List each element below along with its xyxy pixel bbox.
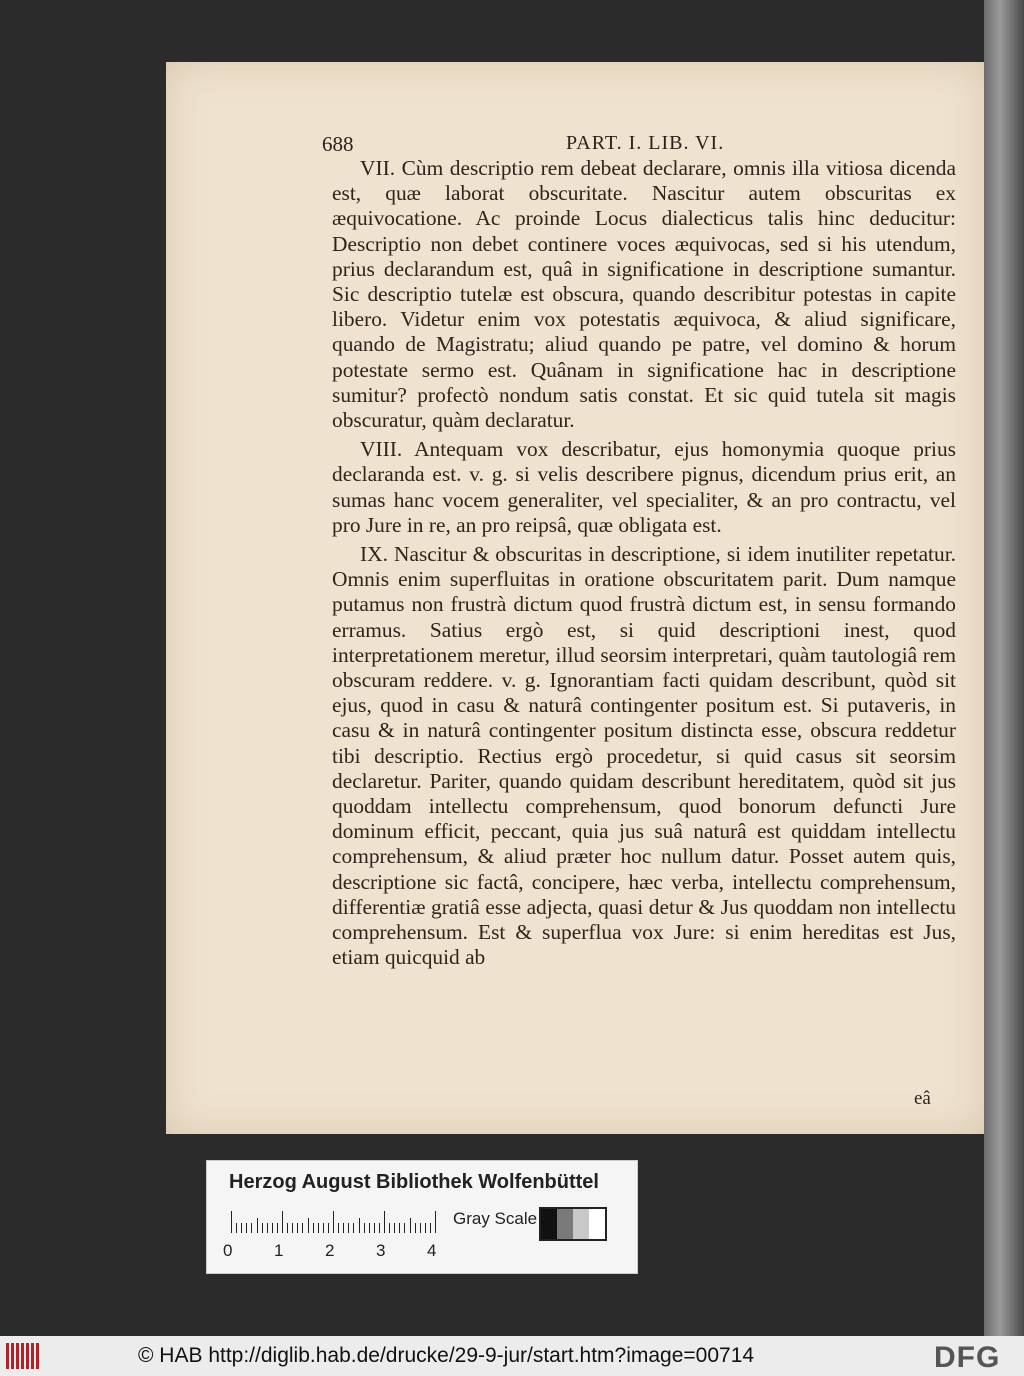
- ruler-tick: [430, 1223, 431, 1233]
- ruler-tick: [328, 1223, 329, 1233]
- paragraph-viii: VIII. Antequam vox describatur, ejus homonymia quoque prius declaranda est. v. g. si velis describere pignus, dicendum prius erit, an sumas hanc vocem generaliter, vel specialiter, & an pro contractu, vel pro Jure in re, an pro reipsâ, quæ obligata est.: [332, 437, 956, 537]
- hab-logo-bar: [11, 1343, 14, 1369]
- hab-logo-bar: [6, 1343, 9, 1369]
- gray-scale-label: Gray Scale: [453, 1209, 538, 1228]
- library-title: Herzog August Bibliothek Wolfenbüttel: [229, 1171, 599, 1193]
- gray-swatch-cell: [589, 1209, 605, 1239]
- ruler-tick: [420, 1223, 421, 1233]
- copyright-link[interactable]: © HAB http://diglib.hab.de/drucke/29-9-jur/start.htm?image=00714: [138, 1344, 755, 1367]
- paragraph-vii: VII. Cùm descriptio rem debeat declarare, omnis illa vitiosa dicenda est, quæ laborat obscuritate. Nascitur autem obscuritas ex æquivocatione. Ac proinde Locus dialecticus talis hinc deducitur: Descriptio non debet continere voces æquivocas, sed si his utendum, prius declarandum est, quâ in significatione in descriptione sumantur. Sic descriptio tutelæ est obscura, quando describitur potestas in capite libero. Videtur enim vox potestatis æquivoca, & aliud significare, quando de Magistratu; aliud quando pe patre, vel domino & horum potestate sermo est. Quânam in significatione hac in descriptione sumitur? profectò nondum satis constat. Et sic quid tutela sit magis obscuratur, quàm declaratur.: [332, 156, 956, 433]
- ruler-tick: [384, 1211, 385, 1233]
- ruler-tick: [364, 1223, 365, 1233]
- book-page: [166, 62, 984, 1134]
- gray-scale-swatch: [539, 1207, 607, 1241]
- hab-logo-bar: [21, 1343, 24, 1369]
- page-number: 688: [322, 132, 354, 156]
- ruler-tick: [359, 1218, 360, 1233]
- running-head: PART. I. LIB. VI.: [566, 132, 725, 154]
- ruler-tick: [297, 1223, 298, 1233]
- ruler-tick: [246, 1223, 247, 1233]
- ruler-tick: [410, 1218, 411, 1233]
- ruler-tick: [318, 1223, 319, 1233]
- gray-swatch-cell: [573, 1209, 589, 1239]
- ruler-tick: [399, 1223, 400, 1233]
- ruler-tick: [257, 1218, 258, 1233]
- ruler-tick: [415, 1223, 416, 1233]
- gray-swatch-cell: [557, 1209, 573, 1239]
- ruler-tick: [394, 1223, 395, 1233]
- ruler-tick: [374, 1223, 375, 1233]
- paragraph-ix: IX. Nascitur & obscuritas in descriptione, si idem inutiliter repetatur. Omnis enim superfluitas in oratione obscuritatem parit. Dum namque putamus non frustrà dictum quod frustrà dictum est, in sensu formando erramus. Satius ergò est, si quid descriptioni inest, quod interpretationem meretur, illud seorsim interpretari, quàm tautologiâ rem obscuram reddere. v. g. Ignorantiam facti quidam describunt, quòd sit ejus, quod in casu & naturâ contingenter positum est. Si putaveris, in casu & in naturâ contingenter positum distincta esse, obscura reddetur tibi descriptio. Rectius ergò procedetur, si quid casus sit seorsim declaretur. Pariter, quando quidam describunt hereditatem, quòd sit jus quoddam intellectu comprehensum, quod bonorum defuncti Jure dominum efficit, peccant, quia jus suâ naturâ est quiddam intellectu comprehensum, & aliud præter hoc nullum datur. Posset autem quis, descriptione sic factâ, concipere, hæc verba, intellectu comprehensum, differentiæ gratiâ esse adjecta, quasi detur & Jus quoddam non intellectu comprehensum. Est & superflua vox Jure: si enim hereditas est Jus, etiam quicquid ab: [332, 542, 956, 970]
- ruler-tick: [425, 1223, 426, 1233]
- ruler-tick: [353, 1223, 354, 1233]
- ruler-tick: [313, 1223, 314, 1233]
- ruler-tick: [343, 1223, 344, 1233]
- ruler-tick: [435, 1211, 436, 1233]
- hab-logo-bar: [31, 1343, 34, 1369]
- ruler-tick: [277, 1223, 278, 1233]
- ruler-tick: [333, 1211, 334, 1233]
- ruler-tick: [338, 1223, 339, 1233]
- footer: [0, 1336, 1024, 1376]
- ruler-tick: [241, 1223, 242, 1233]
- ruler-tick: [389, 1223, 390, 1233]
- ruler-tick: [236, 1223, 237, 1233]
- hab-logo-bar: [36, 1343, 39, 1369]
- ruler-tick: [323, 1223, 324, 1233]
- gray-swatch-cell: [541, 1209, 557, 1239]
- ruler-tick: [308, 1218, 309, 1233]
- ruler-number: 3: [376, 1241, 386, 1260]
- catchword: eâ: [914, 1088, 931, 1109]
- ruler-number: 4: [427, 1241, 437, 1260]
- ruler-number: 2: [325, 1241, 335, 1260]
- hab-logo-bar: [26, 1343, 29, 1369]
- ruler-tick: [287, 1223, 288, 1233]
- ruler-number: 0: [223, 1241, 233, 1260]
- dfg-logo: DFG: [934, 1341, 1001, 1374]
- book-edge: [984, 0, 1024, 1336]
- ruler-number: 1: [274, 1241, 284, 1260]
- ruler-tick: [231, 1211, 232, 1233]
- ruler-tick: [302, 1223, 303, 1233]
- ruler-tick: [348, 1223, 349, 1233]
- ruler-tick: [379, 1223, 380, 1233]
- hab-logo-bar: [16, 1343, 19, 1369]
- ruler-tick: [292, 1223, 293, 1233]
- ruler-tick: [404, 1223, 405, 1233]
- body-text: [332, 156, 956, 975]
- ruler-tick: [267, 1223, 268, 1233]
- ruler-tick: [272, 1223, 273, 1233]
- ruler-tick: [262, 1223, 263, 1233]
- color-calibration-bar: [206, 1160, 638, 1274]
- ruler-tick: [251, 1223, 252, 1233]
- ruler-scale: [231, 1211, 443, 1233]
- ruler-tick: [282, 1211, 283, 1233]
- hab-logo-icon: [6, 1343, 40, 1369]
- ruler-tick: [369, 1223, 370, 1233]
